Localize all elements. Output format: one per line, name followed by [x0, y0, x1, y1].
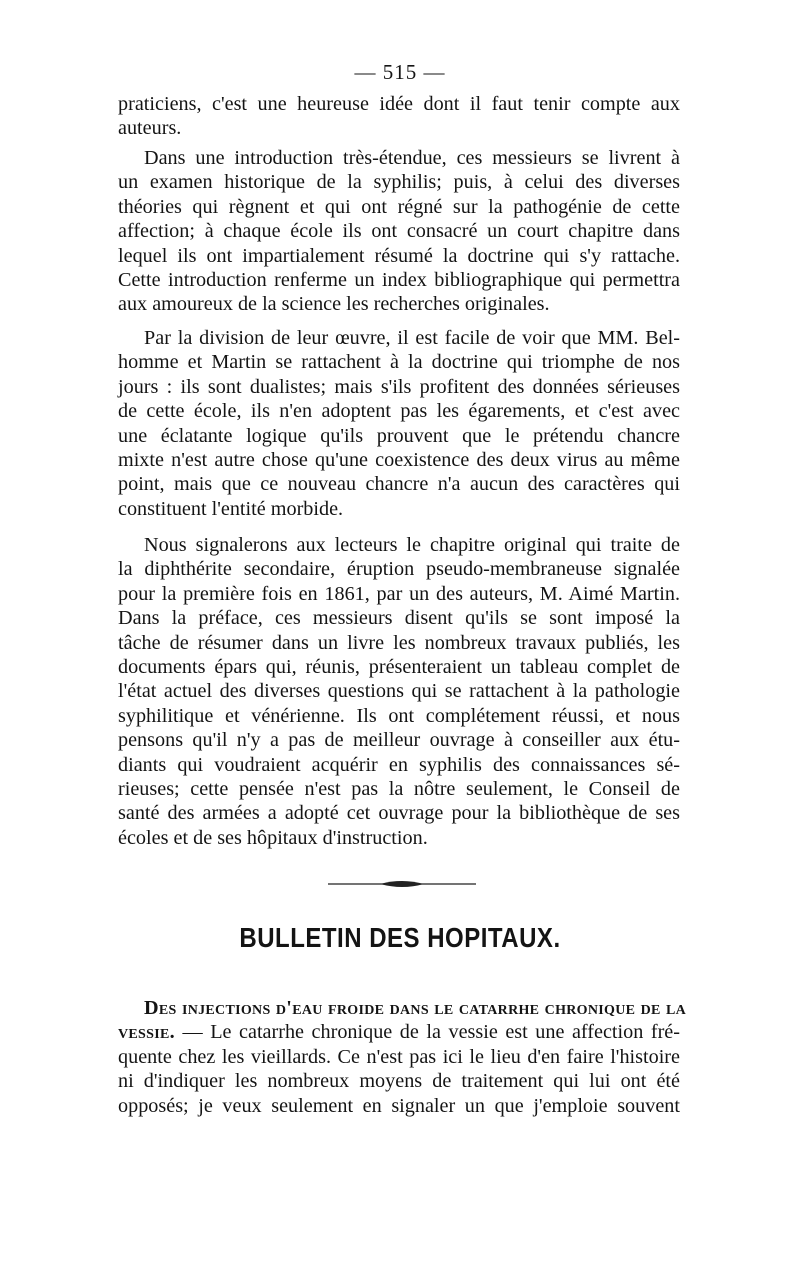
text-line: praticiens, c'est une heureuse idée dont il faut tenir compte aux: [118, 93, 680, 115]
text-line: diants qui voudraient acquérir en syphilis des connaissances sé-: [118, 753, 680, 776]
text-line: opposés; je veux seulement en signaler un que j'emploie souvent: [118, 1094, 680, 1117]
text-line: Nous signalerons aux lecteurs le chapitre original qui traite de: [144, 534, 680, 556]
paragraph-1: [118, 92, 680, 141]
text-line: pensons qu'il n'y a pas de meilleur ouvrage à conseiller aux étu-: [118, 729, 680, 752]
text-line: la diphthérite secondaire, éruption pseudo-membraneuse signalée: [118, 558, 680, 581]
text-line: un examen historique de la syphilis; puis, à celui des diverses: [118, 171, 680, 194]
text-line: rieuses; cette pensée n'est pas la nôtre seulement, le Conseil de: [118, 778, 680, 801]
article-heading: Des injections d'eau froide dans le catarrhe chronique de la: [144, 997, 687, 1019]
article-heading-end: vessie.: [118, 1021, 175, 1044]
text-line: Dans la préface, ces messieurs disent qu'ils se sont imposé la: [118, 607, 680, 630]
text-line: documents épars qui, réunis, présenteraient un tableau complet de: [118, 656, 680, 679]
text-line: affection; à chaque école ils ont consacré un court chapitre dans: [118, 220, 680, 243]
text-line: Dans une introduction très-étendue, ces messieurs se livrent à: [144, 147, 680, 169]
text-line: [118, 1020, 680, 1044]
text-line: écoles et de ses hôpitaux d'instruction.: [118, 826, 428, 849]
text-line: ni d'indiquer les nombreux moyens de traitement qui lui ont été: [118, 1070, 680, 1093]
text-line: aux amoureux de la science les recherches originales.: [118, 293, 550, 316]
text-line: mixte n'est autre chose qu'une coexistence des deux virus au même: [118, 449, 680, 472]
text-line: jours : ils sont dualistes; mais s'ils profitent des données sérieuses: [118, 375, 680, 398]
section-title: BULLETIN DES HOPITAUX.: [239, 922, 561, 954]
paragraph-3: [118, 326, 680, 521]
text-line: une éclatante logique qu'ils prouvent que le prétendu chancre: [118, 424, 680, 447]
paragraph-2: [118, 146, 680, 317]
text-line: quente chez les vieillards. Ce n'est pas ici le lieu d'en faire l'histoire: [118, 1045, 680, 1068]
page-number: — 515 —: [354, 60, 446, 84]
text-line: auteurs.: [118, 117, 182, 140]
paragraph-4: [118, 533, 680, 850]
text-line: point, mais que ce nouveau chancre n'a aucun des caractères qui: [118, 473, 680, 496]
heading-line: [118, 996, 687, 1020]
ornamental-separator: [328, 879, 476, 889]
text-line: tâche de résumer dans un livre les nombreux travaux publiés, les: [118, 631, 680, 654]
text-line: l'état actuel des diverses questions qui se rattachent à la pathologie: [118, 680, 680, 703]
text-line: santé des armées a adopté cet ouvrage pour la bibliothèque de ses: [118, 802, 680, 825]
text-line: Cette introduction renferme un index bibliographique qui permettra: [118, 269, 680, 292]
paragraph-5: [118, 996, 687, 1118]
text-line: homme et Martin se rattachent à la doctrine qui triomphe de nos: [118, 351, 680, 374]
text-line: pour la première fois en 1861, par un des auteurs, M. Aimé Martin.: [118, 582, 680, 605]
text-line: théories qui règnent et qui ont régné sur la pathogénie de cette: [118, 195, 680, 218]
text-line: constituent l'entité morbide.: [118, 497, 344, 520]
text-fragment: — Le catarrhe chronique de la vessie est une affection fré-: [174, 1021, 680, 1044]
text-line: de cette école, ils n'en adoptent pas les égarements, et c'est avec: [118, 400, 680, 423]
text-line: lequel ils ont impartialement résumé la doctrine qui s'y rattache.: [118, 244, 680, 267]
text-line: syphilitique et vénérienne. Ils ont complétement réussi, et nous: [118, 704, 680, 727]
text-line: Par la division de leur œuvre, il est facile de voir que MM. Bel-: [144, 327, 680, 349]
